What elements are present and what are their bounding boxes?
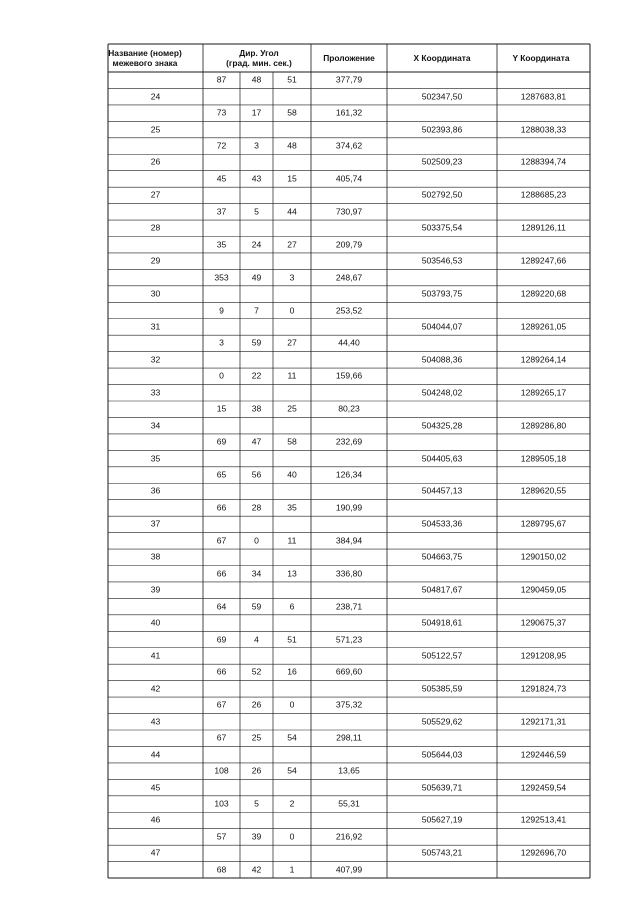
y-coordinate: 1288038,33 [520, 124, 567, 135]
angle-seconds: 48 [287, 140, 297, 151]
angle-degrees: 66 [216, 502, 227, 513]
segment-length: 44,40 [338, 337, 360, 348]
y-coordinate: 1292513,41 [520, 814, 567, 825]
header-direction-angle [226, 48, 292, 68]
segment-length: 407,99 [335, 864, 363, 875]
angle-degrees: 67 [216, 732, 227, 743]
angle-degrees: 69 [216, 634, 227, 645]
angle-seconds: 54 [287, 732, 297, 743]
point-name: 26 [150, 156, 161, 167]
segment-length: 571,23 [335, 634, 363, 645]
point-name: 36 [150, 485, 161, 496]
x-coordinate: 505529,62 [421, 716, 463, 727]
angle-seconds: 58 [287, 107, 297, 118]
angle-minutes: 56 [251, 469, 262, 480]
angle-minutes: 28 [251, 502, 262, 513]
segment-length: 253,52 [335, 305, 363, 316]
point-name: 31 [150, 321, 161, 332]
angle-degrees: 72 [216, 140, 227, 151]
y-coordinate: 1289126,11 [521, 222, 566, 233]
y-coordinate: 1289795,67 [520, 518, 567, 529]
header-point-name-line1: Название (номер) [108, 48, 182, 58]
angle-degrees: 68 [216, 864, 227, 875]
x-coordinate: 504817,67 [421, 584, 463, 595]
y-coordinate: 1291824,73 [520, 683, 567, 694]
y-coordinate: 1292696,70 [520, 847, 567, 858]
y-coordinate: 1288685,23 [520, 189, 567, 200]
x-coordinate: 504405,63 [421, 453, 463, 464]
angle-minutes: 5 [254, 798, 259, 809]
point-name: 28 [150, 222, 161, 233]
point-name: 41 [150, 650, 161, 661]
angle-degrees: 87 [216, 74, 227, 85]
segment-length: 190,99 [335, 502, 363, 513]
x-coordinate: 502792,50 [421, 189, 463, 200]
y-coordinate: 1289620,55 [520, 485, 567, 496]
angle-degrees: 15 [216, 403, 227, 414]
angle-minutes: 34 [251, 568, 262, 579]
angle-minutes: 26 [251, 765, 262, 776]
point-name: 27 [150, 189, 161, 200]
angle-seconds: 51 [287, 74, 297, 85]
angle-seconds: 15 [287, 173, 297, 184]
segment-length: 126,34 [335, 469, 363, 480]
angle-minutes: 5 [254, 206, 259, 217]
angle-minutes: 24 [251, 239, 262, 250]
angle-degrees: 103 [214, 798, 229, 809]
angle-minutes: 17 [251, 107, 262, 118]
x-coordinate: 505644,03 [421, 749, 463, 760]
angle-seconds: 6 [289, 601, 295, 612]
angle-seconds: 0 [289, 305, 295, 316]
point-name: 35 [150, 453, 161, 464]
segment-length: 13,65 [338, 765, 360, 776]
segment-length: 336,80 [335, 568, 363, 579]
point-name: 39 [150, 584, 161, 595]
angle-minutes: 7 [254, 305, 259, 316]
segment-length: 216,92 [335, 831, 363, 842]
angle-degrees: 66 [216, 568, 227, 579]
x-coordinate: 503375,54 [421, 222, 463, 233]
angle-minutes: 38 [251, 403, 262, 414]
point-name: 43 [150, 716, 161, 727]
angle-seconds: 40 [287, 469, 297, 480]
y-coordinate: 1292171,31 [520, 716, 567, 727]
y-coordinate: 1292446,59 [520, 749, 567, 760]
x-coordinate: 504533,36 [421, 518, 463, 529]
angle-seconds: 3 [289, 272, 295, 283]
header-point-name [108, 48, 181, 68]
angle-seconds: 27 [287, 337, 297, 348]
segment-length: 405,74 [335, 173, 363, 184]
point-name: 24 [150, 91, 161, 102]
y-coordinate: 1288394,74 [520, 156, 567, 167]
y-coordinate: 1292459,54 [520, 782, 567, 793]
header-direction-angle-line2: (град. мин. сек.) [226, 58, 292, 68]
y-coordinate: 1289505,18 [520, 453, 567, 464]
angle-minutes: 49 [251, 272, 262, 283]
y-coordinate: 1290459,05 [520, 584, 567, 595]
x-coordinate: 505627,19 [421, 814, 463, 825]
angle-seconds: 54 [287, 765, 297, 776]
angle-seconds: 13 [287, 568, 297, 579]
header-length-label: Проложение [323, 53, 375, 63]
segment-length: 209,79 [335, 239, 363, 250]
x-coordinate: 503793,75 [421, 288, 463, 299]
segment-length: 161,32 [335, 107, 363, 118]
angle-degrees: 67 [216, 535, 227, 546]
point-name: 38 [150, 551, 161, 562]
angle-seconds: 58 [287, 436, 297, 447]
angle-degrees: 67 [216, 699, 227, 710]
angle-degrees: 353 [214, 272, 229, 283]
angle-degrees: 3 [219, 337, 224, 348]
x-coordinate: 504325,28 [421, 420, 463, 431]
x-coordinate: 505122,57 [421, 650, 463, 661]
segment-length: 232,69 [335, 436, 363, 447]
point-name: 44 [150, 749, 161, 760]
x-coordinate: 504088,36 [421, 354, 463, 365]
angle-minutes: 26 [251, 699, 262, 710]
angle-minutes: 59 [251, 601, 262, 612]
angle-minutes: 42 [251, 864, 262, 875]
point-name: 37 [150, 518, 161, 529]
angle-seconds: 1 [289, 864, 295, 875]
angle-minutes: 3 [254, 140, 259, 151]
point-name: 30 [150, 288, 161, 299]
angle-minutes: 39 [251, 831, 262, 842]
x-coordinate: 503546,53 [421, 255, 463, 266]
header-y-coordinate [513, 53, 570, 63]
segment-length: 730,97 [335, 206, 363, 217]
point-name: 29 [150, 255, 161, 266]
angle-minutes: 22 [251, 370, 262, 381]
segment-length: 238,71 [335, 601, 363, 612]
x-coordinate: 504663,75 [421, 551, 463, 562]
point-name: 47 [150, 847, 161, 858]
header-direction-angle-line1: Дир. Угол [239, 48, 279, 58]
angle-degrees: 9 [219, 305, 224, 316]
point-name: 40 [150, 617, 161, 628]
angle-minutes: 48 [251, 74, 262, 85]
angle-degrees: 65 [216, 469, 227, 480]
header-point-name-line2: межевого знака [112, 58, 178, 68]
angle-degrees: 0 [219, 370, 224, 381]
angle-seconds: 16 [287, 666, 297, 677]
angle-minutes: 0 [254, 535, 259, 546]
x-coordinate: 505639,71 [421, 782, 463, 793]
y-coordinate: 1287683,81 [520, 91, 567, 102]
y-coordinate: 1290150,02 [520, 551, 567, 562]
header-x-coordinate [413, 53, 470, 63]
angle-minutes: 59 [251, 337, 262, 348]
angle-seconds: 44 [287, 206, 297, 217]
segment-length: 298,11 [336, 732, 362, 743]
segment-length: 375,32 [335, 699, 363, 710]
x-coordinate: 504918,61 [421, 617, 463, 628]
segment-length: 80,23 [338, 403, 360, 414]
y-coordinate: 1289247,66 [520, 255, 567, 266]
segment-length: 248,67 [335, 272, 363, 283]
angle-seconds: 0 [289, 831, 295, 842]
point-name: 33 [150, 387, 161, 398]
x-coordinate: 504248,02 [421, 387, 463, 398]
angle-minutes: 4 [254, 634, 259, 645]
segment-length: 159,66 [335, 370, 363, 381]
x-coordinate: 504457,13 [421, 485, 463, 496]
angle-minutes: 47 [251, 436, 262, 447]
header-y-label: Y Координата [512, 53, 570, 63]
angle-seconds: 0 [289, 699, 295, 710]
angle-seconds: 2 [289, 798, 295, 809]
angle-seconds: 35 [287, 502, 297, 513]
y-coordinate: 1289264,14 [520, 354, 567, 365]
x-coordinate: 505743,21 [421, 847, 463, 858]
angle-degrees: 45 [216, 173, 227, 184]
x-coordinate: 502393,86 [421, 124, 463, 135]
y-coordinate: 1289286,80 [520, 420, 567, 431]
y-coordinate: 1291208,95 [520, 650, 567, 661]
angle-degrees: 66 [216, 666, 227, 677]
header-x-label: X Координата [413, 53, 471, 63]
angle-degrees: 37 [216, 206, 227, 217]
point-name: 46 [150, 814, 161, 825]
point-name: 45 [150, 782, 161, 793]
y-coordinate: 1289265,17 [520, 387, 567, 398]
angle-seconds: 51 [287, 634, 297, 645]
point-name: 32 [150, 354, 161, 365]
angle-degrees: 73 [216, 107, 227, 118]
point-name: 34 [150, 420, 161, 431]
x-coordinate: 504044,07 [421, 321, 463, 332]
segment-length: 55,31 [338, 798, 360, 809]
angle-degrees: 35 [216, 239, 227, 250]
header-length [323, 53, 375, 63]
point-name: 42 [150, 683, 161, 694]
angle-minutes: 25 [251, 732, 262, 743]
x-coordinate: 502509,23 [421, 156, 463, 167]
y-coordinate: 1290675,37 [520, 617, 567, 628]
x-coordinate: 505385,59 [421, 683, 463, 694]
angle-seconds: 25 [287, 403, 297, 414]
angle-seconds: 11 [287, 370, 297, 381]
angle-degrees: 108 [214, 765, 229, 776]
segment-length: 374,62 [335, 140, 363, 151]
angle-degrees: 57 [216, 831, 227, 842]
x-coordinate: 502347,50 [421, 91, 463, 102]
angle-minutes: 52 [251, 666, 262, 677]
angle-minutes: 43 [251, 173, 262, 184]
segment-length: 669,60 [335, 666, 363, 677]
segment-length: 384,94 [335, 535, 363, 546]
segment-length: 377,79 [335, 74, 363, 85]
angle-degrees: 64 [216, 601, 227, 612]
y-coordinate: 1289220,68 [520, 288, 567, 299]
y-coordinate: 1289261,05 [520, 321, 567, 332]
angle-degrees: 69 [216, 436, 227, 447]
angle-seconds: 27 [287, 239, 297, 250]
point-name: 25 [150, 124, 161, 135]
angle-seconds: 11 [287, 535, 297, 546]
